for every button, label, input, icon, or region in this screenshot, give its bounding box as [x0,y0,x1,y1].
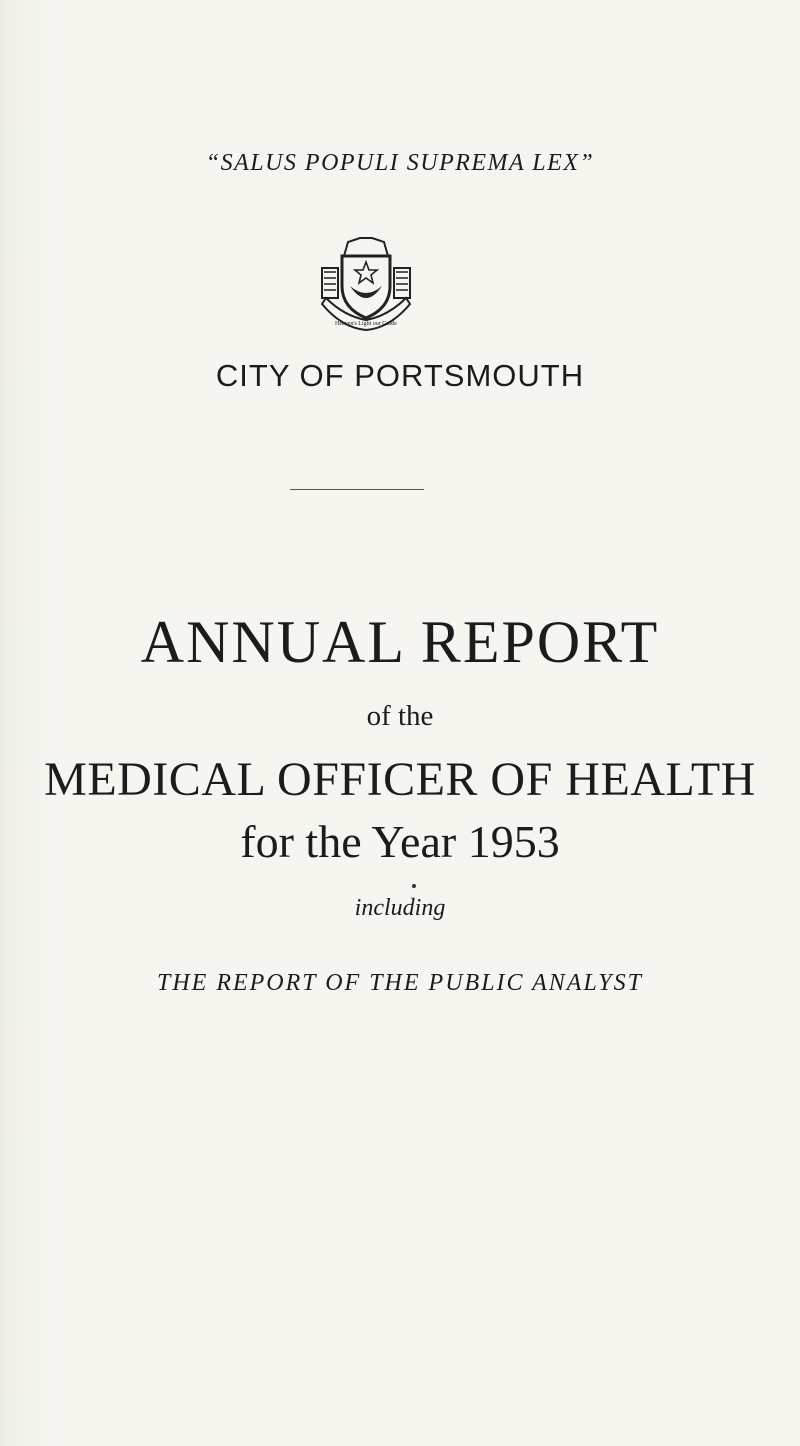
officer-heading: MEDICAL OFFICER OF HEALTH [44,753,756,806]
decorative-dot [412,884,416,888]
coat-of-arms-icon [314,236,418,332]
svg-text:Heaven's Light our Guide: Heaven's Light our Guide [335,321,397,327]
report-year: for the Year 1953 [240,816,560,867]
divider-rule [290,489,424,490]
of-the-text: of the [366,700,434,732]
city-name: CITY OF PORTSMOUTH [215,358,585,393]
report-title: ANNUAL REPORT [140,609,660,675]
analyst-report-title: THE REPORT OF THE PUBLIC ANALYST [156,970,643,996]
city-motto: “SALUS POPULI SUPREMA LEX” [205,150,595,176]
including-text: including [354,895,446,921]
